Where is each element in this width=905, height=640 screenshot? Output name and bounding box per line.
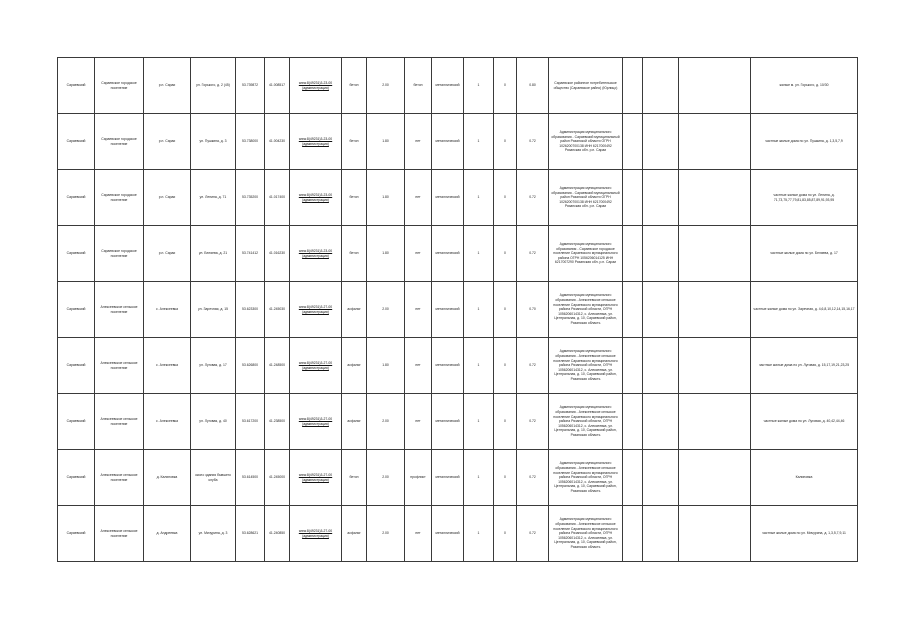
table-cell	[623, 450, 643, 506]
table-cell: 53.614500	[236, 450, 265, 506]
table-cell: Администрация муниципального образования - Алексеевское сельское поселение Сараевского муниципального района Рязанской области, ОГРН 1056206014312, с. Алексеевка, ул. Центральная, д. 10, Сараевский район, Рязанская область	[549, 282, 623, 338]
table-cell: нет	[405, 506, 432, 562]
table-cell: бетон	[405, 58, 432, 114]
table-cell	[679, 450, 751, 506]
table-cell: 1	[464, 170, 494, 226]
table-cell: 53.739872	[236, 58, 265, 114]
table-cell[interactable]: www.8(49231)3-23-00 (администрация)	[290, 170, 342, 226]
table-cell: 1	[464, 282, 494, 338]
table-cell: р.п. Сараи	[144, 114, 191, 170]
table-cell: около здания бывшего клуба	[191, 450, 236, 506]
table-cell: ул. Пушкина, д. 3	[191, 114, 236, 170]
table-cell[interactable]: www.8(49231)3-23-00 (администрация)	[290, 58, 342, 114]
table-cell: бетон	[342, 114, 367, 170]
table-cell: Сараевский	[58, 506, 95, 562]
table-cell	[679, 114, 751, 170]
table-row	[58, 282, 858, 338]
table-cell: 0.70	[517, 282, 549, 338]
table-cell: Администрация муниципального образования - Алексеевское сельское поселение Сараевского муниципального района Рязанской области, ОГРН 1056206014312, с. Алексеевка, ул. Центральная, д. 10, Сараевский район, Рязанская область	[549, 394, 623, 450]
table-cell: 0.72	[517, 394, 549, 450]
table-cell: 1	[464, 450, 494, 506]
table-cell: 41.245000	[265, 450, 290, 506]
table-row	[58, 170, 858, 226]
table-row	[58, 338, 858, 394]
table-cell: 0.72	[517, 506, 549, 562]
table-cell: 1	[464, 394, 494, 450]
table-cell	[643, 170, 679, 226]
table-cell: Калиновка	[751, 450, 858, 506]
table-cell: 0	[494, 58, 517, 114]
table-cell	[679, 506, 751, 562]
table-cell: 1	[464, 114, 494, 170]
table-cell[interactable]: www.8(49231)3-27-00 (администрация)	[290, 450, 342, 506]
table-cell	[643, 450, 679, 506]
table-cell: 0	[494, 394, 517, 450]
table-cell: 41.248500	[265, 338, 290, 394]
table-cell	[643, 114, 679, 170]
table-cell: Сараевский	[58, 58, 95, 114]
table-cell: 0.72	[517, 450, 549, 506]
table-cell: Сараевский	[58, 170, 95, 226]
table-cell: Алексеевское сельское поселение	[95, 394, 144, 450]
table-cell: Сараевское городское поселение	[95, 114, 144, 170]
table-cell: 0.72	[517, 338, 549, 394]
table-cell: ул. Беляева, д. 21	[191, 226, 236, 282]
table-cell	[643, 58, 679, 114]
table-cell: 1	[464, 58, 494, 114]
table-cell: Сараевский	[58, 450, 95, 506]
table-cell: 0	[494, 338, 517, 394]
table-cell: Администрация муниципального образования - Алексеевское сельское поселение Сараевского муниципального района Рязанской области, ОГРН 1056206014312, с. Алексеевка, ул. Центральная, д. 10, Сараевский район, Рязанская область	[549, 338, 623, 394]
table-cell: нет	[405, 170, 432, 226]
data-table	[57, 57, 858, 562]
table-cell: 0	[494, 170, 517, 226]
table-cell: асфальт	[342, 394, 367, 450]
table-cell: металлический	[432, 450, 464, 506]
table-cell	[623, 506, 643, 562]
table-cell: 41.008517	[265, 58, 290, 114]
table-row	[58, 394, 858, 450]
table-cell: нет	[405, 338, 432, 394]
table-cell: частные жилые дома по ул. Ленина, д. 71,73,75,77,79,81,83,85,87,89,91,93,95	[751, 170, 858, 226]
table-cell: бетон	[342, 226, 367, 282]
table-cell: ул. Луговая, д. 17	[191, 338, 236, 394]
table-cell: Сараевский	[58, 338, 95, 394]
table-cell: Алексеевское сельское поселение	[95, 282, 144, 338]
table-cell	[643, 226, 679, 282]
table-cell: с. Алексеевка	[144, 394, 191, 450]
table-cell: нет	[405, 114, 432, 170]
table-cell	[623, 226, 643, 282]
table-cell: 1.80	[367, 170, 405, 226]
table-cell: частные жилые дома по ул. Заречная, д. 4,6,8,10,12,14,15,16,17	[751, 282, 858, 338]
table-cell: ул. Горького, д. 2 (45)	[191, 58, 236, 114]
table-cell: 0.80	[517, 58, 549, 114]
table-cell: д. Калиновка	[144, 450, 191, 506]
table-cell: частные жилые дома по ул. Луговая, д. 40,42,44,46	[751, 394, 858, 450]
table-cell: 53.741412	[236, 226, 265, 282]
table-cell: металлический	[432, 394, 464, 450]
table-cell: асфальт	[342, 282, 367, 338]
table-cell: Администрация муниципального образования - Сараевский муниципальный район Рязанской области ОГРН 1026200700138 ИНН 6217000492 Рязанская обл. р.п. Сараи	[549, 114, 623, 170]
table-cell: металлический	[432, 226, 464, 282]
table-cell: 2.00	[367, 282, 405, 338]
table-cell: Сараевское городское поселение	[95, 226, 144, 282]
table-cell: с. Алексеевка	[144, 282, 191, 338]
table-cell: металлический	[432, 170, 464, 226]
table-row	[58, 114, 858, 170]
table-cell: с. Алексеевка	[144, 338, 191, 394]
table-row	[58, 506, 858, 562]
table-cell: 53.623300	[236, 282, 265, 338]
table-cell: 0.72	[517, 226, 549, 282]
table-cell	[643, 282, 679, 338]
table-cell: ул. Мичурина, д. 3	[191, 506, 236, 562]
table-cell: р.п. Сараи	[144, 58, 191, 114]
table-cell: Сараевский	[58, 394, 95, 450]
table-cell: 0	[494, 282, 517, 338]
table-cell: Администрация муниципального образования - Сараевское городское поселение Сараевского муниципального района ОГРН 1056206014125 ИНН 6217007290 Рязанская обл. р.п. Сараи	[549, 226, 623, 282]
table-cell: 1	[464, 338, 494, 394]
table-cell: 41.004230	[265, 114, 290, 170]
table-cell: Сараевское районное потребительское общество (Сараевское райпо) (Юрлицо)	[549, 58, 623, 114]
table-cell: 41.238500	[265, 394, 290, 450]
table-cell: металлический	[432, 58, 464, 114]
table-cell	[679, 338, 751, 394]
table-cell: ул. Луговая, д. 40	[191, 394, 236, 450]
table-cell: 41.240850	[265, 506, 290, 562]
table-cell: 0	[494, 226, 517, 282]
table-cell: 2.00	[367, 506, 405, 562]
table-cell	[679, 170, 751, 226]
table-cell: 41.017400	[265, 170, 290, 226]
table-cell	[643, 394, 679, 450]
table-cell: металлический	[432, 282, 464, 338]
table-cell[interactable]: www.8(49231)3-27-00 (администрация)	[290, 506, 342, 562]
table-cell: 53.738000	[236, 114, 265, 170]
table-cell: Администрация муниципального образования - Алексеевское сельское поселение Сараевского муниципального района Рязанской области, ОГРН 1056206014312, с. Алексеевка, ул. Центральная, д. 10, Сараевский район, Рязанская область	[549, 450, 623, 506]
table-cell: металлический	[432, 506, 464, 562]
table-cell: 1.80	[367, 226, 405, 282]
table-cell: асфальт	[342, 338, 367, 394]
table-cell	[643, 506, 679, 562]
table-cell: бетон	[342, 58, 367, 114]
table-cell: частные жилые дома по ул. Луговая, д. 15,17,19,21,23,25	[751, 338, 858, 394]
table-row	[58, 450, 858, 506]
table-cell: 0	[494, 114, 517, 170]
table-cell: нет	[405, 282, 432, 338]
table-cell: частные жилые дома по ул. Мичурина, д. 1,3,5,7,9,11	[751, 506, 858, 562]
table-cell: 2.00	[367, 394, 405, 450]
table-cell: асфальт	[342, 506, 367, 562]
table-cell[interactable]: www.8(49231)3-27-00 (администрация)	[290, 338, 342, 394]
table-cell	[679, 394, 751, 450]
table-cell: 1	[464, 506, 494, 562]
table-cell: жилые м. ул. Горького, д. 10/30	[751, 58, 858, 114]
table-cell: Сараевский	[58, 114, 95, 170]
table-cell	[679, 282, 751, 338]
table-cell: Алексеевское сельское поселение	[95, 338, 144, 394]
table-row	[58, 58, 858, 114]
table-cell: д. Андреевка	[144, 506, 191, 562]
table-row	[58, 226, 858, 282]
table-cell	[623, 282, 643, 338]
table-cell: профлист	[405, 450, 432, 506]
table-cell: Алексеевское сельское поселение	[95, 506, 144, 562]
table-cell: 0.72	[517, 170, 549, 226]
table-cell: 2.00	[367, 450, 405, 506]
table-cell: нет	[405, 394, 432, 450]
table-cell: р.п. Сараи	[144, 170, 191, 226]
table-cell: 53.626800	[236, 338, 265, 394]
table-cell	[679, 58, 751, 114]
table-cell: 41.016230	[265, 226, 290, 282]
table-cell: частные жилые дома по ул. Пушкина, д. 1,3,5,7,9	[751, 114, 858, 170]
table-cell: Администрация муниципального образования - Сараевский муниципальный район Рязанской области ОГРН 1026200700138 ИНН 6217000492 Рязанская обл. р.п. Сараи	[549, 170, 623, 226]
table-cell: 2.00	[367, 58, 405, 114]
table-cell[interactable]: www.8(49231)3-23-00 (администрация)	[290, 226, 342, 282]
table-cell: бетон	[342, 450, 367, 506]
table-cell: 53.735200	[236, 170, 265, 226]
table-cell: ул. Ленина, д. 71	[191, 170, 236, 226]
table-cell: Сараевский	[58, 226, 95, 282]
table-cell	[623, 114, 643, 170]
table-cell	[623, 58, 643, 114]
table-cell: металлический	[432, 114, 464, 170]
table-cell: 53.628621	[236, 506, 265, 562]
table-cell	[623, 170, 643, 226]
table-cell: частные жилые дома по ул. Беляева, д. 17	[751, 226, 858, 282]
table-cell: 1.80	[367, 338, 405, 394]
table-cell[interactable]: www.8(49231)3-27-00 (администрация)	[290, 394, 342, 450]
table-cell[interactable]: www.8(49231)3-27-00 (администрация)	[290, 282, 342, 338]
table-cell: Сараевское городское поселение	[95, 170, 144, 226]
table-cell: ул. Заречная, д. 15	[191, 282, 236, 338]
table-cell: Сараевское городское поселение	[95, 58, 144, 114]
table-cell	[643, 338, 679, 394]
table-cell	[623, 338, 643, 394]
table-cell: металлический	[432, 338, 464, 394]
table-cell	[679, 226, 751, 282]
table-cell: 0.72	[517, 114, 549, 170]
table-cell: Алексеевское сельское поселение	[95, 450, 144, 506]
table-cell: 1.80	[367, 114, 405, 170]
table-cell: Администрация муниципального образования - Алексеевское сельское поселение Сараевского муниципального района Рязанской области, ОГРН 1056206014312, с. Алексеевка, ул. Центральная, д. 10, Сараевский район, Рязанская область	[549, 506, 623, 562]
table-cell: бетон	[342, 170, 367, 226]
table-cell	[623, 394, 643, 450]
table-cell[interactable]: www.8(49231)3-23-00 (администрация)	[290, 114, 342, 170]
table-cell: 53.617200	[236, 394, 265, 450]
table-cell: 0	[494, 450, 517, 506]
table-cell: 1	[464, 226, 494, 282]
table-cell: нет	[405, 226, 432, 282]
table-cell: р.п. Сараи	[144, 226, 191, 282]
table-cell: 41.245030	[265, 282, 290, 338]
table-cell: Сараевский	[58, 282, 95, 338]
table-cell: 0	[494, 506, 517, 562]
